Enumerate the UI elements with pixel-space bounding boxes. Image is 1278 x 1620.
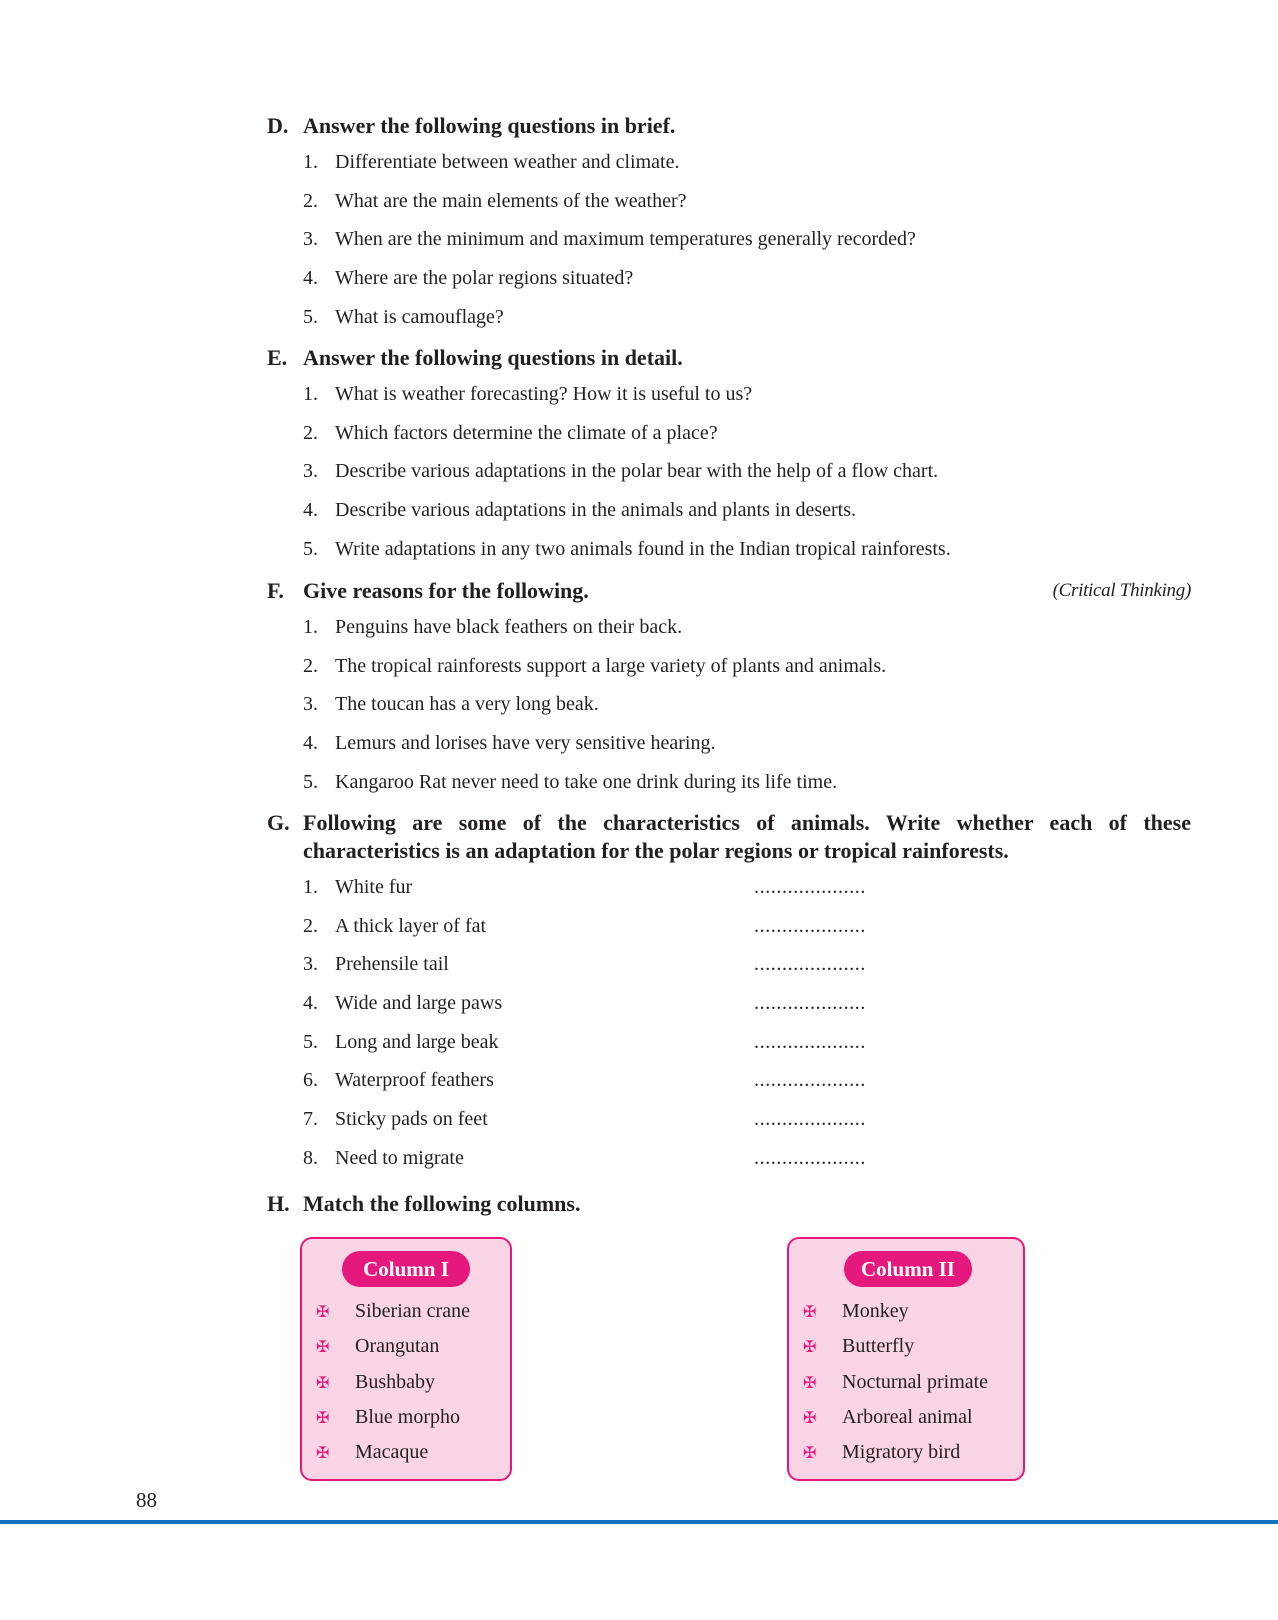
column-1-item[interactable] bbox=[302, 1440, 510, 1475]
question-item bbox=[267, 527, 1191, 566]
characteristic-text: A thick layer of fat bbox=[335, 914, 487, 937]
column-1-item-text: Bushbaby bbox=[355, 1370, 435, 1393]
section-e-heading bbox=[267, 344, 1191, 372]
question-text: Describe various adaptations in the polar bear with the help of a flow chart. bbox=[335, 460, 939, 483]
question-number: 4. bbox=[303, 267, 318, 290]
column-2-heading: Column II bbox=[844, 1251, 972, 1287]
question-item bbox=[267, 256, 1191, 295]
column-1-item[interactable] bbox=[302, 1405, 510, 1440]
section-letter: F. bbox=[267, 578, 284, 603]
column-2-item[interactable] bbox=[789, 1440, 1023, 1475]
question-text: Which factors determine the climate of a place? bbox=[335, 421, 718, 444]
section-g-heading bbox=[267, 809, 1191, 865]
answer-blank[interactable]: .................... bbox=[754, 1108, 866, 1131]
question-item bbox=[267, 179, 1191, 218]
characteristic-item bbox=[267, 1136, 1191, 1175]
column-2-item-text: Butterfly bbox=[842, 1335, 915, 1358]
question-item bbox=[267, 372, 1191, 411]
answer-blank[interactable]: .................... bbox=[754, 992, 866, 1015]
question-item bbox=[267, 295, 1191, 334]
item-number: 1. bbox=[303, 876, 318, 898]
page-number: 88 bbox=[136, 1488, 157, 1512]
question-number: 1. bbox=[303, 383, 318, 405]
section-h-heading bbox=[267, 1190, 1191, 1218]
question-number: 5. bbox=[303, 537, 318, 560]
question-list bbox=[267, 372, 1191, 565]
characteristic-text: Long and large beak bbox=[335, 1030, 499, 1053]
column-2-box bbox=[787, 1237, 1025, 1481]
section-title: Following are some of the characteristics of animals. Write whether each of these characteristics is an adaptation for the polar regions or tropical rainforests. bbox=[303, 810, 1191, 863]
characteristic-item bbox=[267, 981, 1191, 1020]
column-1-item-text: Blue morpho bbox=[355, 1405, 460, 1428]
characteristic-list bbox=[267, 865, 1191, 1175]
characteristic-item bbox=[267, 942, 1191, 981]
question-number: 2. bbox=[303, 189, 318, 212]
question-number: 3. bbox=[303, 460, 318, 483]
question-number: 4. bbox=[303, 732, 318, 755]
question-text: Penguins have black feathers on their back. bbox=[335, 616, 683, 638]
column-1-item[interactable] bbox=[302, 1299, 510, 1334]
column-1-item-text: Macaque bbox=[355, 1441, 429, 1464]
question-text: What is weather forecasting? How it is useful to us? bbox=[335, 383, 753, 405]
item-number: 6. bbox=[303, 1069, 318, 1092]
question-item bbox=[267, 721, 1191, 760]
question-number: 1. bbox=[303, 151, 318, 173]
answer-blank[interactable]: .................... bbox=[754, 1030, 866, 1053]
maltese-cross-icon: ✠ bbox=[803, 1374, 817, 1392]
column-2-item-text: Arboreal animal bbox=[842, 1405, 973, 1428]
question-text: What are the main elements of the weather? bbox=[335, 189, 687, 212]
answer-blank[interactable]: .................... bbox=[754, 1069, 866, 1092]
question-item bbox=[267, 682, 1191, 721]
question-text: Kangaroo Rat never need to take one drink during its life time. bbox=[335, 770, 838, 793]
characteristic-text: Wide and large paws bbox=[335, 992, 503, 1015]
item-number: 4. bbox=[303, 992, 318, 1015]
characteristic-item bbox=[267, 1097, 1191, 1136]
question-number: 2. bbox=[303, 421, 318, 444]
column-1-box bbox=[300, 1237, 512, 1481]
section-d bbox=[267, 112, 1191, 333]
critical-thinking-tag: (Critical Thinking) bbox=[1052, 580, 1191, 601]
section-letter: D. bbox=[267, 113, 289, 138]
question-item bbox=[267, 760, 1191, 799]
column-2-list bbox=[789, 1299, 1023, 1475]
section-g bbox=[267, 809, 1191, 1175]
characteristic-text: Sticky pads on feet bbox=[335, 1108, 488, 1131]
column-1-item[interactable] bbox=[302, 1334, 510, 1369]
question-text: Describe various adaptations in the animals and plants in deserts. bbox=[335, 499, 856, 522]
question-number: 3. bbox=[303, 693, 318, 716]
column-1-item-text: Siberian crane bbox=[355, 1300, 470, 1322]
question-item bbox=[267, 488, 1191, 527]
section-f-heading bbox=[267, 577, 1191, 605]
section-letter: G. bbox=[267, 810, 290, 835]
characteristic-text: Need to migrate bbox=[335, 1146, 464, 1169]
answer-blank[interactable]: .................... bbox=[754, 953, 866, 976]
column-1-item-text: Orangutan bbox=[355, 1335, 440, 1358]
question-item bbox=[267, 140, 1191, 179]
column-2-item[interactable] bbox=[789, 1334, 1023, 1369]
maltese-cross-icon: ✠ bbox=[803, 1304, 817, 1321]
question-list bbox=[267, 140, 1191, 333]
question-number: 5. bbox=[303, 770, 318, 793]
column-2-item[interactable] bbox=[789, 1405, 1023, 1440]
column-2-item-text: Migratory bird bbox=[842, 1441, 961, 1464]
section-title: Answer the following questions in detail. bbox=[303, 345, 683, 370]
section-d-heading bbox=[267, 112, 1191, 140]
maltese-cross-icon: ✠ bbox=[316, 1339, 330, 1357]
item-number: 5. bbox=[303, 1030, 318, 1053]
answer-blank[interactable]: .................... bbox=[754, 876, 866, 898]
maltese-cross-icon: ✠ bbox=[803, 1339, 817, 1357]
bottom-rule bbox=[0, 1520, 1278, 1524]
characteristic-item bbox=[267, 904, 1191, 943]
question-list bbox=[267, 605, 1191, 798]
item-number: 2. bbox=[303, 914, 318, 937]
section-letter: E. bbox=[267, 345, 288, 370]
question-text: When are the minimum and maximum temperatures generally recorded? bbox=[335, 228, 916, 251]
question-item bbox=[267, 217, 1191, 256]
answer-blank[interactable]: .................... bbox=[754, 914, 866, 937]
question-item bbox=[267, 644, 1191, 683]
question-text: The toucan has a very long beak. bbox=[335, 693, 599, 716]
question-number: 1. bbox=[303, 616, 318, 638]
maltese-cross-icon: ✠ bbox=[316, 1374, 330, 1392]
column-1-item[interactable] bbox=[302, 1370, 510, 1405]
question-text: The tropical rainforests support a large variety of plants and animals. bbox=[335, 654, 887, 677]
question-item bbox=[267, 605, 1191, 644]
question-number: 3. bbox=[303, 228, 318, 251]
column-2-item-text: Nocturnal primate bbox=[842, 1370, 989, 1393]
column-1-heading: Column I bbox=[342, 1251, 470, 1287]
characteristic-item bbox=[267, 1058, 1191, 1097]
maltese-cross-icon: ✠ bbox=[803, 1409, 817, 1427]
answer-blank[interactable]: .................... bbox=[754, 1146, 866, 1169]
question-text: What is camouflage? bbox=[335, 305, 504, 328]
section-f bbox=[267, 577, 1191, 798]
question-text: Differentiate between weather and climate. bbox=[335, 151, 680, 173]
section-h bbox=[267, 1190, 1191, 1218]
characteristic-text: Waterproof feathers bbox=[335, 1069, 494, 1092]
section-title: Answer the following questions in brief. bbox=[303, 113, 676, 138]
maltese-cross-icon: ✠ bbox=[316, 1409, 330, 1427]
question-text: Where are the polar regions situated? bbox=[335, 267, 634, 290]
question-number: 4. bbox=[303, 499, 318, 522]
question-number: 2. bbox=[303, 654, 318, 677]
question-item bbox=[267, 411, 1191, 450]
column-2-item[interactable] bbox=[789, 1299, 1023, 1334]
section-title: Give reasons for the following. bbox=[303, 578, 589, 603]
item-number: 3. bbox=[303, 953, 318, 976]
item-number: 8. bbox=[303, 1146, 318, 1169]
characteristic-text: Prehensile tail bbox=[335, 953, 449, 976]
characteristic-item bbox=[267, 865, 1191, 904]
maltese-cross-icon: ✠ bbox=[803, 1445, 817, 1463]
characteristic-item bbox=[267, 1020, 1191, 1059]
section-title: Match the following columns. bbox=[303, 1191, 581, 1216]
maltese-cross-icon: ✠ bbox=[316, 1304, 330, 1321]
characteristic-text: White fur bbox=[335, 876, 413, 898]
question-text: Lemurs and lorises have very sensitive hearing. bbox=[335, 732, 716, 755]
column-2-item[interactable] bbox=[789, 1370, 1023, 1405]
question-number: 5. bbox=[303, 305, 318, 328]
section-letter: H. bbox=[267, 1191, 290, 1216]
question-text: Write adaptations in any two animals found in the Indian tropical rainforests. bbox=[335, 537, 951, 560]
question-item bbox=[267, 449, 1191, 488]
section-e bbox=[267, 344, 1191, 565]
maltese-cross-icon: ✠ bbox=[316, 1445, 330, 1463]
column-1-list bbox=[302, 1299, 510, 1475]
column-2-item-text: Monkey bbox=[842, 1300, 909, 1322]
item-number: 7. bbox=[303, 1108, 318, 1131]
